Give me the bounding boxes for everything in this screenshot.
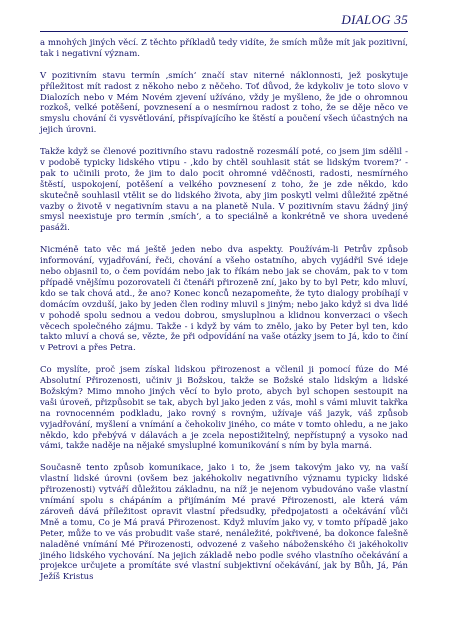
- paragraph: Současně tento způsob komunikace, jako i to, že jsem takovým jako vy, na vaší vlastní lidské úrovni (ovšem bez jakéhokoliv negativního významu typicky lidské přirozenosti) vytváří důležitou základnu, na níž je nejenom vybudováno vaše vlastní vnímání spolu s chápáním a přijímáním Mé pravé Přirozenosti, ale která vám zároveň dává příležitost opravit vlastní předsudky, předpojatosti a očekávání vůči Mně a tomu, Co je Má pravá Přirozenost. Když mluvím jako vy, v tomto případě jako Peter, může to ve vás probudit vaše staré, nenáležité, pokřivené, ba dokonce falešně naladěné vnímání Mé Přirozenosti, odvozené z vašeho náboženského či jakéhokoliv jiného lidského vychování. Na jejich základě nebo podle svého vlastního očekávání a projekce určujete a promítáte své vlastní subjektivní očekávání, jak by Bůh, Já, Pán Ježíš Kristus: [40, 463, 408, 583]
- paragraph: Takže když se členové pozitivního stavu radostně rozesmálí poté, co jsem jim sdělil - v podobě typicky lidského vtipu - ‚kdo by chtěl souhlasit stát se lidským tvorem?‘ - pak to učinili proto, že jim to dalo pocit ohromné vděčnosti, radosti, nesmírného štěstí, uspokojení, potěšení a velkého povznesení z toho, že je zde někdo, kdo skutečně souhlasil vtělit se do lidského života, aby jim poskytl velmi důležité zpětné vazby o životě v negativním stavu a na planetě Nula. V pozitivním stavu žádný jiný smysl neexistuje pro termín ‚smích‘, a to speciálně a konkrétně ve shora uvedené pasáži.: [40, 147, 408, 234]
- body-text: [40, 38, 408, 594]
- paragraph: Nicméně tato věc má ještě jeden nebo dva aspekty. Používám-li Petrův způsob informování, vyjadřování, řeči, chování a všeho ostatního, abych vyjádřil Své ideje nebo objasnil to, o čem povídám nebo jak to říkám nebo jak se chovám, pak to v tom případě vnějšímu pozorovateli či čtenáři přirozeně zní, jako by to byl Petr, kdo mluví, kdo se tak chová atd., že ano? Konec konců nezapomeňte, že tyto dialogy probíhají v domácím ovzduší, jako by jeden člen rodiny mluvil s jiným; nebo jako když si dva lidé v pohodě spolu sednou a vedou dobrou, smysluplnou a klidnou konverzaci o všech věcech společného zájmu. Takže - i když by vám to znělo, jako by Peter byl ten, kdo takto mluví a chová se, vězte, že při odpovídání na vaše otázky jsem to Já, kdo to činí v Petrovi a přes Petra.: [40, 245, 408, 354]
- paragraph: a mnohých jiných věcí. Z těchto příkladů tedy vidíte, že smích může mít jak pozitivní, tak i negativní význam.: [40, 38, 408, 59]
- page-header: [40, 8, 408, 32]
- paragraph: Co myslíte, proč jsem získal lidskou přirozenost a včlenil ji pomocí fúze do Mé Absolutní Přirozenosti, učiniv ji Božskou, takže se Božské stalo lidským a lidské Božským? Mimo mnoho jiných věcí to bylo proto, abych byl schopen sestoupit na vaši úroveň, přizpůsobit se tak, abych byl jako jeden z vás, mohl s vámi mluvit takřka na rovnocenném podkladu, jako rovný s rovným, užívaje váš jazyk, váš způsob vyjadřování, myšlení a vnímání a čehokoliv jiného, co máte v tomto ohledu, a ne jako někdo, kdo přebývá v dálavách a je zcela nepostižitelný, nepřístupný a vysoko nad vámi, takže naděje na nějaké smysluplné komunikování s ním by byla marná.: [40, 365, 408, 452]
- running-header-title: DIALOG 35: [341, 12, 408, 27]
- paragraph: V pozitivním stavu termín ‚smích‘ značí stav niterné náklonnosti, jež poskytuje příležitost mít radost z někoho nebo z něčeho. Toť důvod, že kdykoliv je toto slovo v Dialozích nebo v Mém Novém zjevení užíváno, vždy je myšleno, že jde o ohromnou rozkoš, velké potěšení, povznesení a o nesmírnou radost z toho, že se děje něco ve smyslu chování či vysvětlování, přispívajícího ke štěstí a poučení všech účastných na jejich úrovni.: [40, 70, 408, 136]
